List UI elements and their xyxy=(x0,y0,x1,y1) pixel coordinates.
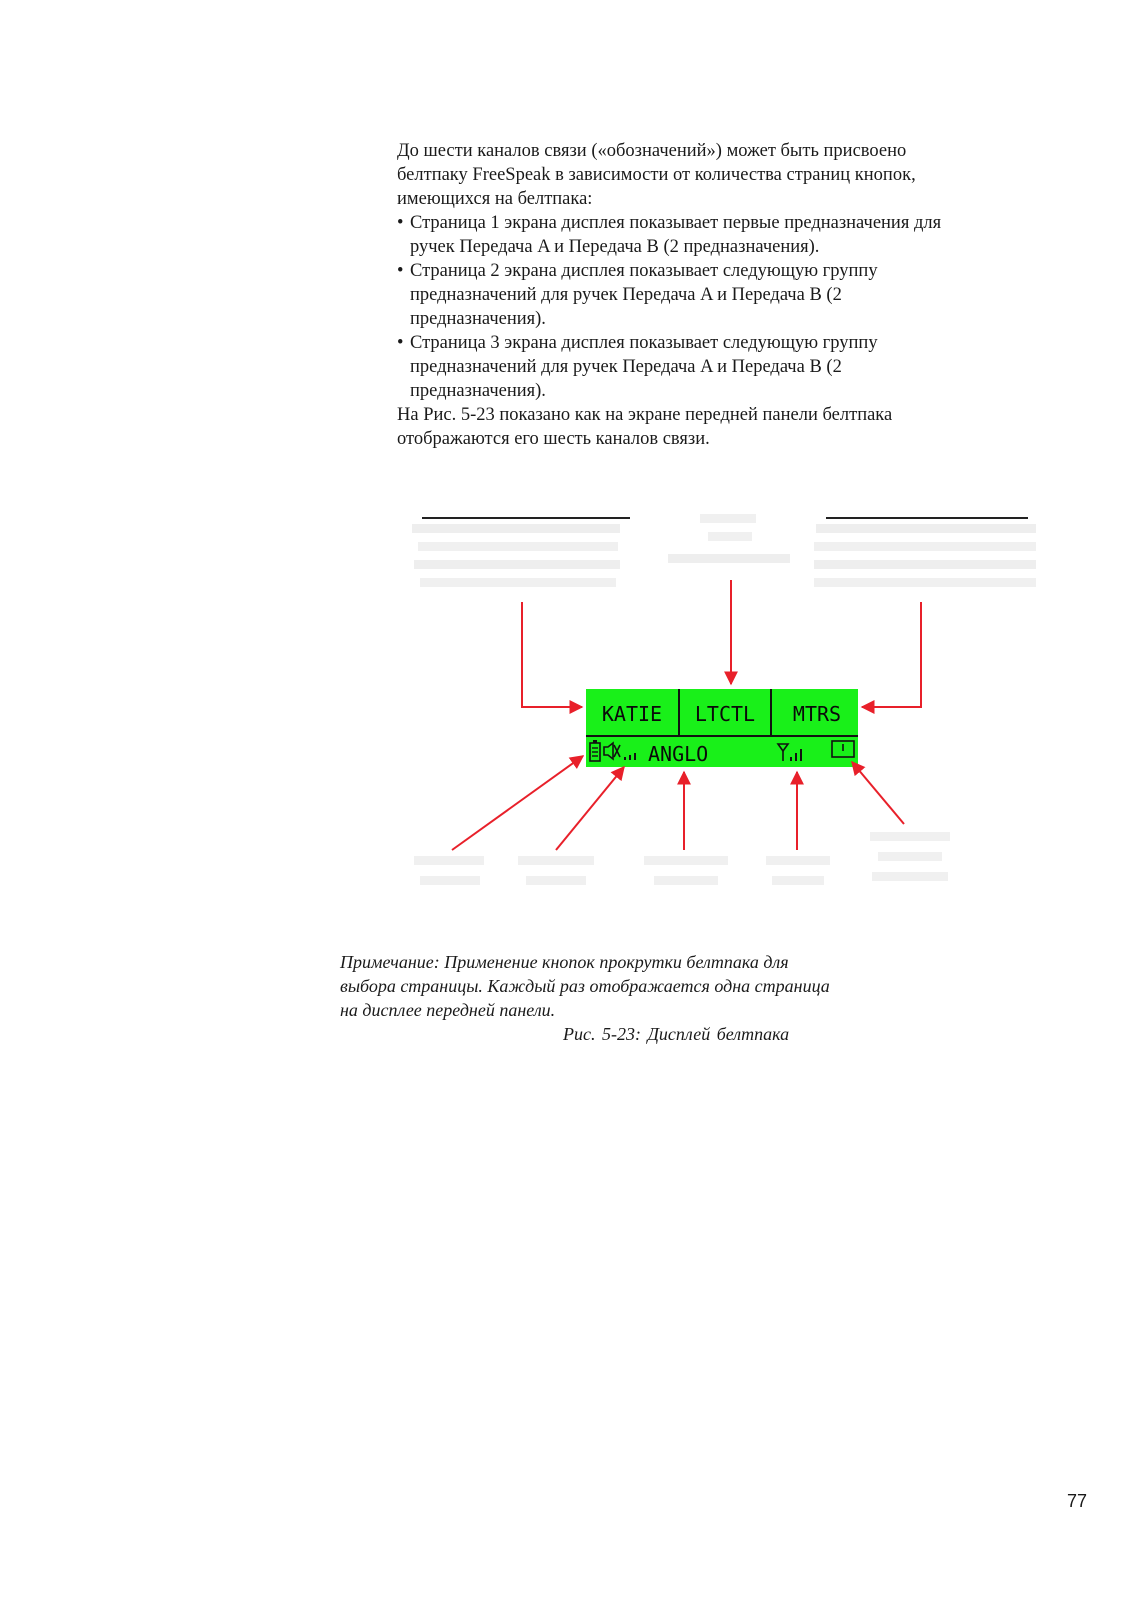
intro-text xyxy=(397,139,1037,451)
intro-paragraph xyxy=(397,139,1037,211)
faded-callout-text xyxy=(644,856,728,865)
faded-callout-text xyxy=(814,578,1036,587)
faded-callout-text xyxy=(668,554,790,563)
signal-bar xyxy=(795,753,797,761)
faded-callout-text xyxy=(870,832,950,841)
closing-paragraph xyxy=(397,403,1037,451)
beltpack-display-figure xyxy=(410,500,1060,920)
faded-callout-text xyxy=(414,856,484,865)
intro-line: До шести каналов связи («обозначений») может быть присвоено xyxy=(397,141,907,161)
page-list-item xyxy=(397,211,1037,259)
faded-callout-text xyxy=(878,852,942,861)
faded-callout-text xyxy=(814,560,1036,569)
figure-svg xyxy=(410,500,1060,920)
beltpack-display xyxy=(586,689,858,767)
bullet-line: предназначений для ручек Передача A и Передача B (2 xyxy=(410,285,842,305)
signal-bar xyxy=(800,749,802,761)
faded-callout-text xyxy=(420,578,616,587)
arrow-channel-c xyxy=(862,602,921,707)
channel-label-a: KATIE xyxy=(601,702,663,726)
top-callout-center xyxy=(668,514,790,563)
top-callout-right xyxy=(814,518,1036,587)
intro-line: белтпаку FreeSpeak в зависимости от количества страниц кнопок, xyxy=(397,165,916,185)
faded-callout-text xyxy=(518,856,594,865)
bullet-line: Страница 3 экрана дисплея показывает следующую группу xyxy=(410,333,878,353)
bullet-line: ручек Передача A и Передача B (2 предназначения). xyxy=(410,237,820,257)
faded-callout-text xyxy=(414,560,620,569)
channel-label-c: MTRS xyxy=(792,702,842,726)
bullet-line: предназначения). xyxy=(410,309,546,329)
bullet-marker: • xyxy=(397,333,404,353)
intro-line: имеющихся на белтпака: xyxy=(397,189,593,209)
faded-callout-text xyxy=(766,856,830,865)
arrow-battery xyxy=(452,756,583,850)
channel-label-b: LTCTL xyxy=(694,702,756,726)
faded-callout-text xyxy=(412,524,620,533)
bottom-callouts xyxy=(414,832,950,885)
note-line: на дисплее передней панели. xyxy=(340,1000,556,1020)
page-list xyxy=(397,211,1037,403)
battery-terminal xyxy=(593,740,597,743)
status-label: ANGLO xyxy=(648,742,709,766)
top-callout-left xyxy=(412,518,630,587)
bullet-line: Страница 1 экрана дисплея показывает первые предназначения для xyxy=(410,213,942,233)
bullet-line: Страница 2 экрана дисплея показывает следующую группу xyxy=(410,261,878,281)
figure-caption: Рис. 5-23: Дисплей белтпака xyxy=(563,1024,790,1044)
faded-callout-text xyxy=(814,542,1036,551)
faded-callout-text xyxy=(654,876,718,885)
volume-bar xyxy=(624,757,626,760)
figure-note xyxy=(340,950,940,1022)
faded-callout-text xyxy=(418,542,618,551)
closing-line: На Рис. 5-23 показано как на экране передней панели белтпака xyxy=(397,405,893,425)
faded-callout-text xyxy=(700,514,756,523)
display-background xyxy=(586,689,858,767)
faded-callout-text xyxy=(772,876,824,885)
closing-line: отображаются его шесть каналов связи. xyxy=(397,429,710,449)
bullet-line: предназначения). xyxy=(410,381,546,401)
volume-bar xyxy=(629,755,631,760)
faded-callout-text xyxy=(420,876,480,885)
arrow-speaker xyxy=(556,767,624,850)
bullet-marker: • xyxy=(397,213,404,233)
arrow-channel-a xyxy=(522,602,582,707)
arrow-message xyxy=(852,762,904,824)
page-list-item xyxy=(397,259,1037,331)
faded-callout-text xyxy=(816,524,1036,533)
bullet-line: предназначений для ручек Передача A и Передача B (2 xyxy=(410,357,842,377)
faded-callout-text xyxy=(708,532,752,541)
faded-callout-text xyxy=(872,872,948,881)
note-line: выбора страницы. Каждый раз отображается одна страница xyxy=(340,976,830,996)
volume-bar xyxy=(634,753,636,760)
signal-bar xyxy=(790,757,792,761)
page-list-item xyxy=(397,331,1037,403)
faded-callout-text xyxy=(526,876,586,885)
page-number: 77 xyxy=(1067,1491,1088,1511)
note-line: Примечание: Применение кнопок прокрутки белтпака для xyxy=(340,952,789,972)
bullet-marker: • xyxy=(397,261,404,281)
